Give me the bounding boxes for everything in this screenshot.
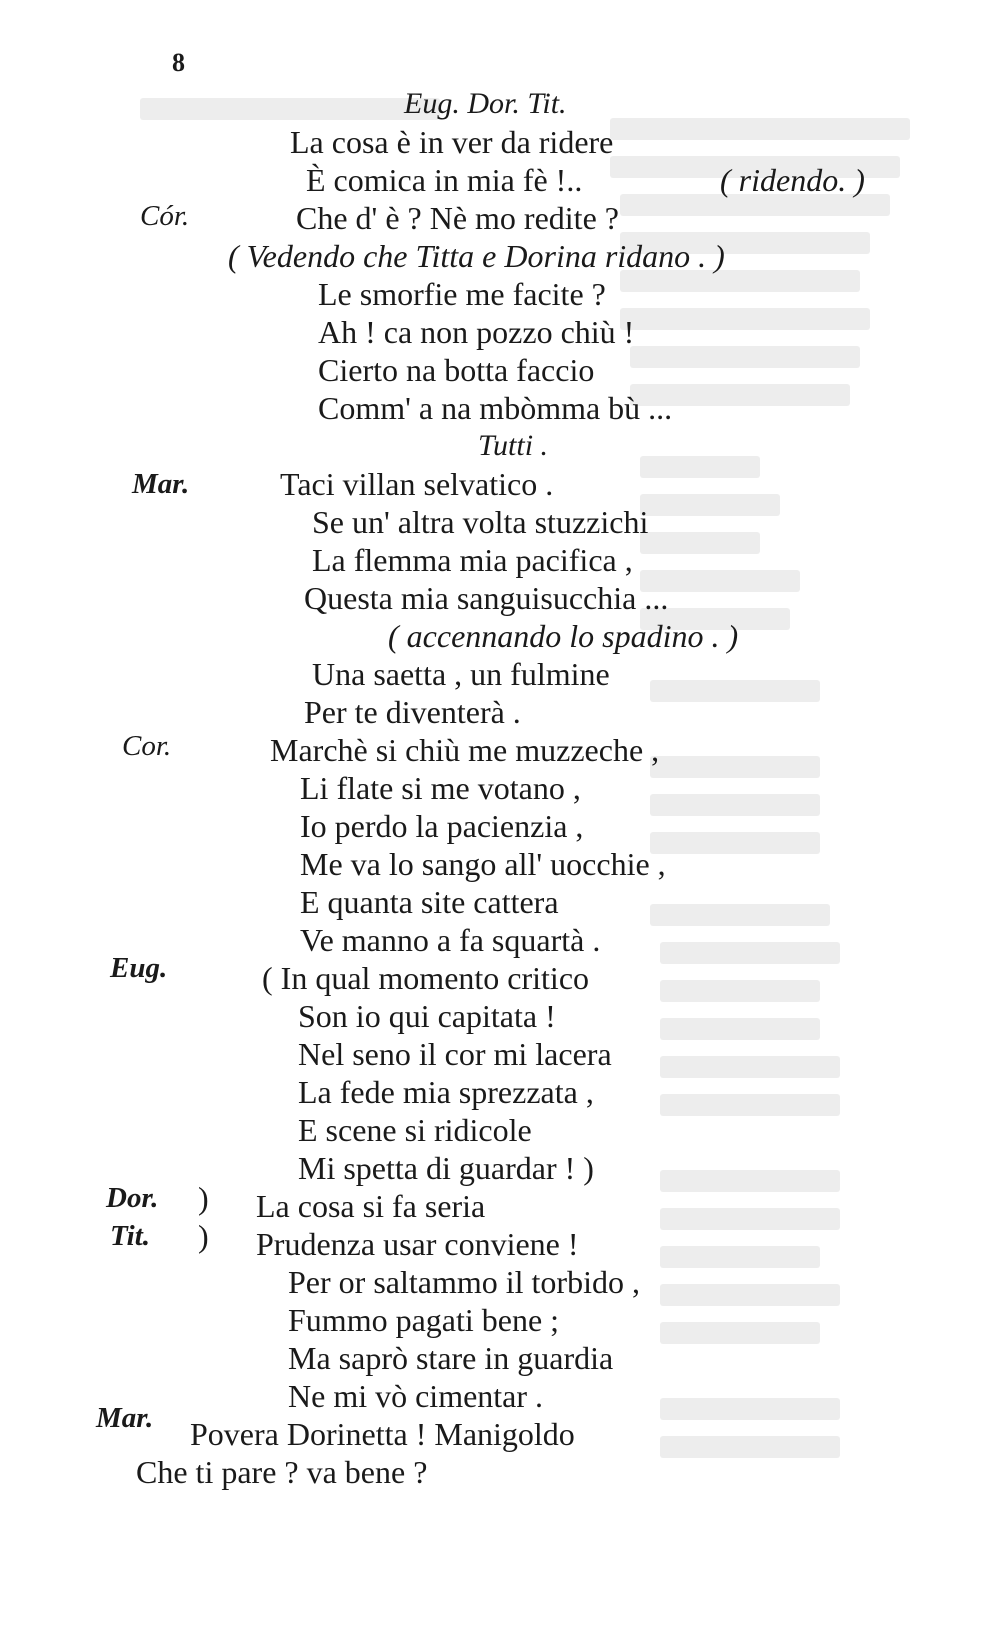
verse-line: Ah ! ca non pozzo chiù ! (318, 314, 635, 350)
verse-line: Ne mi vò cimentar . (288, 1378, 544, 1414)
verse-line: Taci villan selvatico . (280, 466, 554, 502)
verse-line: La cosa si fa seria (256, 1188, 486, 1224)
verse-line: Marchè si chiù me muzzeche , (270, 732, 660, 768)
verse-line: La cosa è in ver da ridere (290, 124, 614, 160)
verse-line: E scene si ridicole (298, 1112, 532, 1148)
speaker-dor: Dor. (106, 1182, 159, 1214)
verse-line: Fummo pagati bene ; (288, 1302, 560, 1338)
verse-line: Che d' è ? Nè mo redite ? (296, 200, 619, 236)
speaker-brace: ) (198, 1218, 209, 1254)
verse-line: Me va lo sango all' uocchie , (300, 846, 666, 882)
verse-line: La flemma mia pacifica , (312, 542, 633, 578)
verse-line: ( In qual momento critico (262, 960, 590, 996)
verse-line: Ve manno a fa squartà . (300, 922, 601, 958)
ensemble-heading: Eug. Dor. Tit. (404, 87, 567, 120)
verse-line: Cierto na botta faccio (318, 352, 595, 388)
verse-line: Li flate si me votano , (300, 770, 581, 806)
speaker-brace: ) (198, 1180, 209, 1216)
verse-line: Questa mia sanguisucchia ... (304, 580, 669, 616)
verse-line: Povera Dorinetta ! Manigoldo (190, 1416, 575, 1452)
speaker-mar: Mar. (96, 1402, 154, 1434)
verse-line: Per or saltammo il torbido , (288, 1264, 640, 1300)
verse-line: Che ti pare ? va bene ? (136, 1454, 428, 1490)
verse-line: Mi spetta di guardar ! ) (298, 1150, 594, 1186)
page-number: 8 (172, 48, 185, 77)
verse-line: Son io qui capitata ! (298, 998, 556, 1034)
stage-direction: ( Vedendo che Titta e Dorina ridano . ) (228, 238, 725, 274)
speaker-cor: Cor. (122, 730, 172, 762)
speaker-cor: Cór. (140, 200, 190, 232)
speaker-mar: Mar. (132, 468, 190, 500)
stage-direction: ( ridendo. ) (720, 162, 865, 198)
verse-line: Comm' a na mbòmma bù ... (318, 390, 673, 426)
verse-line: Se un' altra volta stuzzichi (312, 504, 649, 540)
verse-line: Prudenza usar conviene ! (256, 1226, 579, 1262)
verse-line: Nel seno il cor mi lacera (298, 1036, 612, 1072)
ensemble-heading: Tutti . (478, 429, 549, 462)
verse-line: Io perdo la pacienzia , (300, 808, 584, 844)
speaker-eug: Eug. (110, 952, 168, 984)
verse-line: Per te diventerà . (304, 694, 521, 730)
verse-line: Ma saprò stare in guardia (288, 1340, 614, 1376)
speaker-tit: Tit. (110, 1220, 151, 1252)
stage-direction: ( accennando lo spadino . ) (388, 618, 739, 654)
verse-line: E quanta site cattera (300, 884, 559, 920)
verse-line: È comica in mia fè !.. (306, 162, 583, 198)
verse-line: Le smorfie me facite ? (318, 276, 606, 312)
verse-line: Una saetta , un fulmine (312, 656, 610, 692)
verse-line: La fede mia sprezzata , (298, 1074, 594, 1110)
